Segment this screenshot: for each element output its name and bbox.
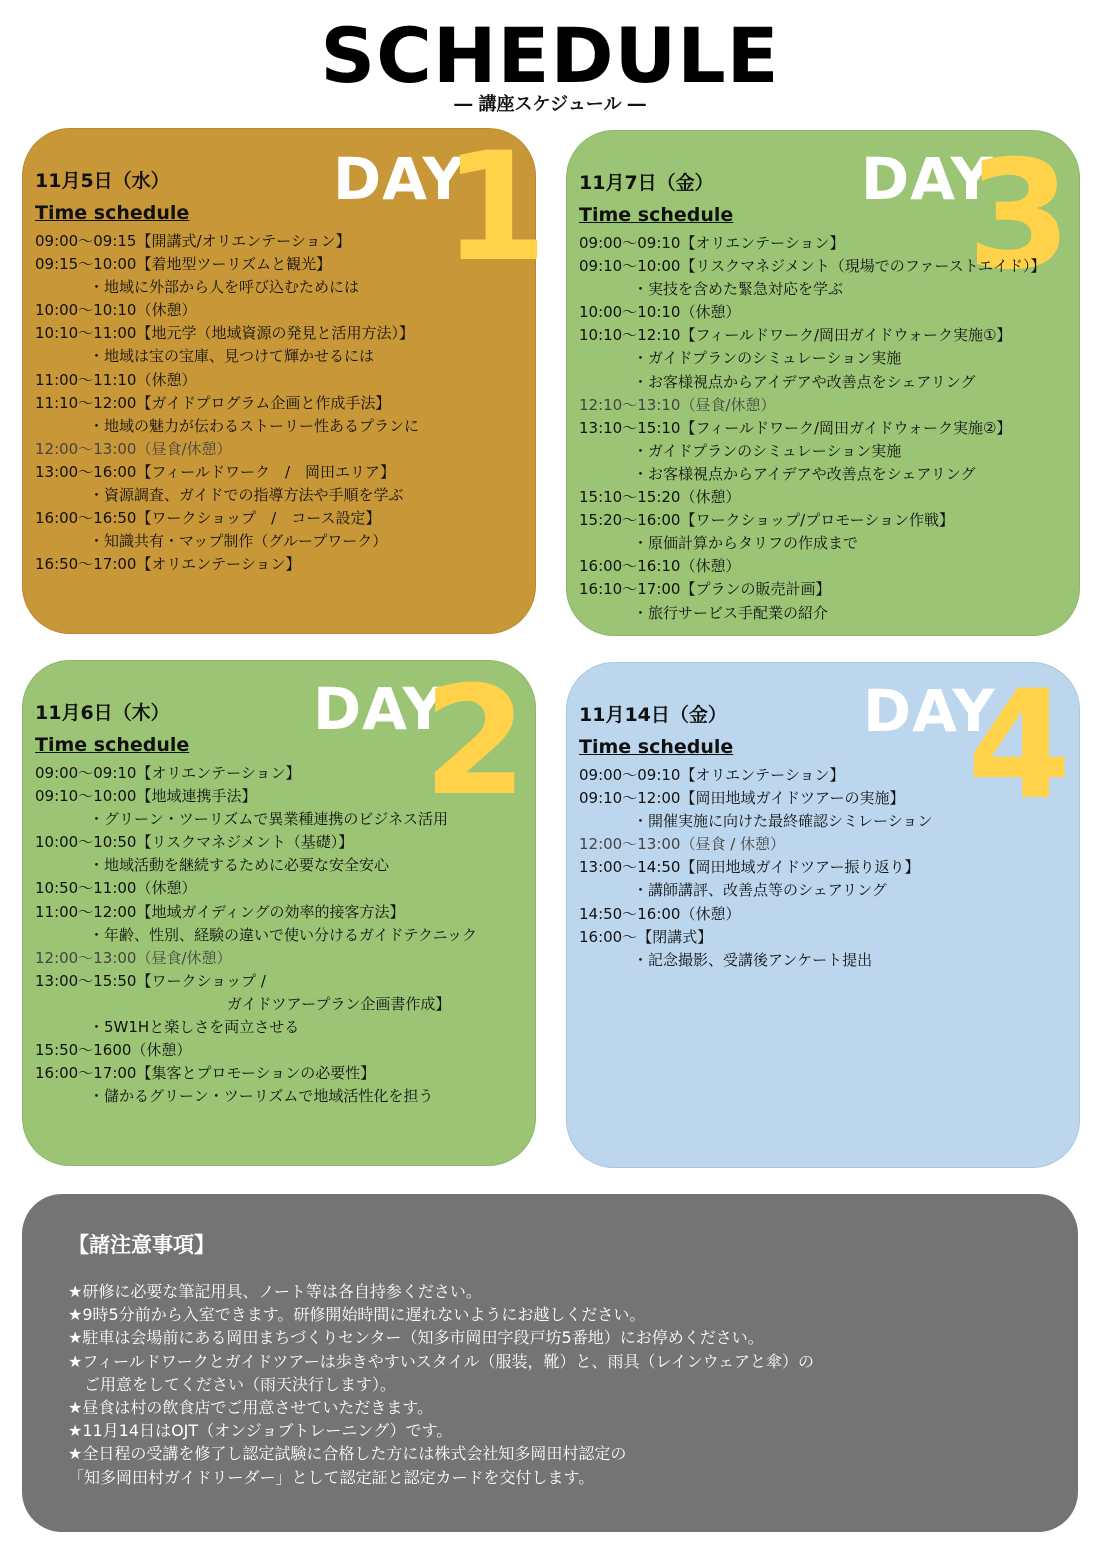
day4-date: 11月14日（金） [579,704,727,726]
schedule-line: 12:00～13:00（昼食/休憩） [35,948,232,967]
schedule-line: 09:00～09:10【オリエンテーション】 [579,766,845,784]
schedule-line: 12:00～13:00（昼食/休憩） [35,439,232,458]
day2-panel [22,655,536,1166]
schedule-line: 16:00～16:50【ワークショップ / コース設定】 [35,509,381,528]
schedule-line: 11:00～11:10（休憩） [35,370,197,389]
schedule-detail: ・知識共有・マップ制作（グループワーク） [89,532,388,551]
schedule-line: 09:00～09:15【開講式/オリエンテーション】 [35,232,351,250]
schedule-line: 10:00～10:10（休憩） [35,301,197,320]
day1-day-label: DAY [333,145,466,213]
schedule-line: 10:10～12:10【フィールドワーク/岡田ガイドウォーク実施①】 [579,326,1012,345]
note-item: ★昼食は村の飲食店でご用意させていただきます。 [68,1397,434,1417]
schedule-line: 10:10～11:00【地元学（地域資源の発見と活用方法）】 [35,324,414,343]
schedule-detail: ・旅行サービス手配業の紹介 [633,603,829,622]
day2-date: 11月6日（木） [35,702,170,724]
schedule-detail: ・お客様視点からアイデアや改善点をシェアリング [633,464,976,483]
schedule-line: 16:00～【閉講式】 [579,927,713,946]
day4-panel [566,659,1080,1168]
schedule-line: 16:50～17:00【オリエンテーション】 [35,555,301,574]
day4-time-schedule-label: Time schedule [579,736,734,758]
schedule-detail: ・開催実施に向けた最終確認シミレーション [633,812,933,831]
schedule-line: 13:00～16:00【フィールドワーク / 岡田エリア】 [35,462,396,481]
schedule-detail: ・ガイドプランのシミュレーション実施 [633,441,902,460]
day2-schedule-list [35,762,535,1108]
note-item: ★研修に必要な筆記用具、ノート等は各自持参ください。 [68,1282,482,1301]
notes-panel [22,1194,1078,1532]
notes-title: 【諸注意事項】 [68,1233,215,1257]
schedule-line: 15:20～16:00【ワークショップ/プロモーション作戦】 [579,511,955,530]
day1-date: 11月5日（水） [35,170,170,192]
schedule-line: 13:00～15:50【ワークショップ / [35,971,266,990]
schedule-detail: ・地域は宝の宝庫、見つけて輝かせるには [89,347,375,366]
day1-time-schedule-label: Time schedule [35,202,190,224]
day1-schedule-list [35,230,535,576]
day3-number: 3 [967,129,1072,303]
schedule-line: 12:00～13:00（昼食 / 休憩） [579,835,786,854]
schedule-detail: ・お客様視点からアイデアや改善点をシェアリング [633,372,976,391]
schedule-line: 10:00～10:50【リスクマネジメント（基礎）】 [35,833,354,852]
schedule-line: 09:15～10:00【着地型ツーリズムと観光】 [35,255,332,274]
schedule-detail: ・実技を含めた緊急対応を学ぶ [633,280,844,299]
note-item: ★駐車は会場前にある岡田まちづくりセンター（知多市岡田字段戸坊5番地）にお停めください。 [68,1328,764,1348]
schedule-line: 10:50～11:00（休憩） [35,879,197,898]
day4-number: 4 [967,659,1072,833]
schedule-detail: ・グリーン・ツーリズムで異業種連携のビジネス活用 [89,810,448,829]
schedule-line: 09:10～10:00【地域連携手法】 [35,787,257,806]
day2-number: 2 [423,655,528,829]
schedule-detail: ・ガイドプランのシミュレーション実施 [633,349,902,368]
schedule-line: 15:10～15:20（休憩） [579,488,741,507]
day1-panel [22,121,548,634]
schedule-line-continuation: ガイドツアープラン企画書作成】 [227,994,451,1013]
schedule-detail: ・資源調査、ガイドでの指導方法や手順を学ぶ [89,486,404,505]
note-item: ご用意をしてください（雨天決行します）。 [68,1374,397,1394]
schedule-line: 11:00～12:00【地域ガイディングの効率的接客方法】 [35,902,405,921]
schedule-detail: ・講師講評、改善点等のシェアリング [633,881,887,900]
page-title: SCHEDULE [320,11,780,100]
schedule-line: 13:00～14:50【岡田地域ガイドツアー振り返り】 [579,858,920,877]
day3-date: 11月7日（金） [579,172,714,194]
day2-time-schedule-label: Time schedule [35,734,190,756]
schedule-detail: ・原価計算からタリフの作成まで [633,534,859,553]
notes-list [68,1280,814,1489]
note-item: ★全日程の受講を修了し認定試験に合格した方には株式会社知多岡田村認定の [68,1444,627,1464]
schedule-line: 16:00～17:00【集客とプロモーションの必要性】 [35,1064,376,1083]
day4-day-label: DAY [863,677,996,745]
day3-schedule-list [579,232,1079,625]
note-item: ★11月14日はOJT（オンジョブトレーニング）です。 [68,1421,453,1441]
schedule-detail: ・地域活動を継続するために必要な安全安心 [89,856,390,875]
schedule-line: 09:10～10:00【リスクマネジメント（現場でのファーストエイド）】 [579,257,1046,276]
schedule-detail: ・地域に外部から人を呼び込むためには [89,278,360,297]
schedule-line: 09:00～09:10【オリエンテーション】 [35,764,301,782]
schedule-line: 09:00～09:10【オリエンテーション】 [579,234,845,252]
day3-day-label: DAY [861,145,994,213]
schedule-line: 15:50～1600（休憩） [35,1041,192,1060]
day2-day-label: DAY [313,675,446,743]
schedule-line: 11:10～12:00【ガイドプログラム企画と作成手法】 [35,393,391,412]
note-item: 「知多岡田村ガイドリーダー」として認定証と認定カードを交付します。 [68,1467,595,1487]
schedule-detail: ・儲かるグリーン・ツーリズムで地域活性化を担う [89,1087,434,1106]
schedule-detail: ・年齢、性別、経験の違いで使い分けるガイドテクニック [89,925,478,944]
schedule-line: 09:10～12:00【岡田地域ガイドツアーの実施】 [579,789,905,808]
schedule-line: 10:00～10:10（休憩） [579,303,741,322]
schedule-line: 16:10～17:00【プランの販売計画】 [579,580,831,599]
schedule-line: 14:50～16:00（休憩） [579,904,741,923]
page-subtitle: ― 講座スケジュール ― [454,94,646,115]
schedule-line: 12:10～13:10（昼食/休憩） [579,395,776,414]
day1-number: 1 [443,121,548,295]
note-item: ★フィールドワークとガイドツアーは歩きやすいスタイル（服装，靴）と、雨具（レインウェアと傘）の [68,1351,815,1371]
schedule-line: 13:10～15:10【フィールドワーク/岡田ガイドウォーク実施②】 [579,418,1012,437]
day4-schedule-list [579,764,1079,972]
day3-time-schedule-label: Time schedule [579,204,734,226]
schedule-detail: ・記念撮影、受講後アンケート提出 [633,950,873,969]
schedule-line: 16:00～16:10（休憩） [579,557,741,576]
schedule-detail: ・5W1Hと楽しさを両立させる [89,1018,300,1037]
note-item: ★9時5分前から入室できます。研修開始時間に遅れないようにお越しください。 [68,1305,646,1325]
schedule-detail: ・地域の魅力が伝わるストーリー性あるプランに [89,416,420,435]
day3-panel [566,130,1080,636]
